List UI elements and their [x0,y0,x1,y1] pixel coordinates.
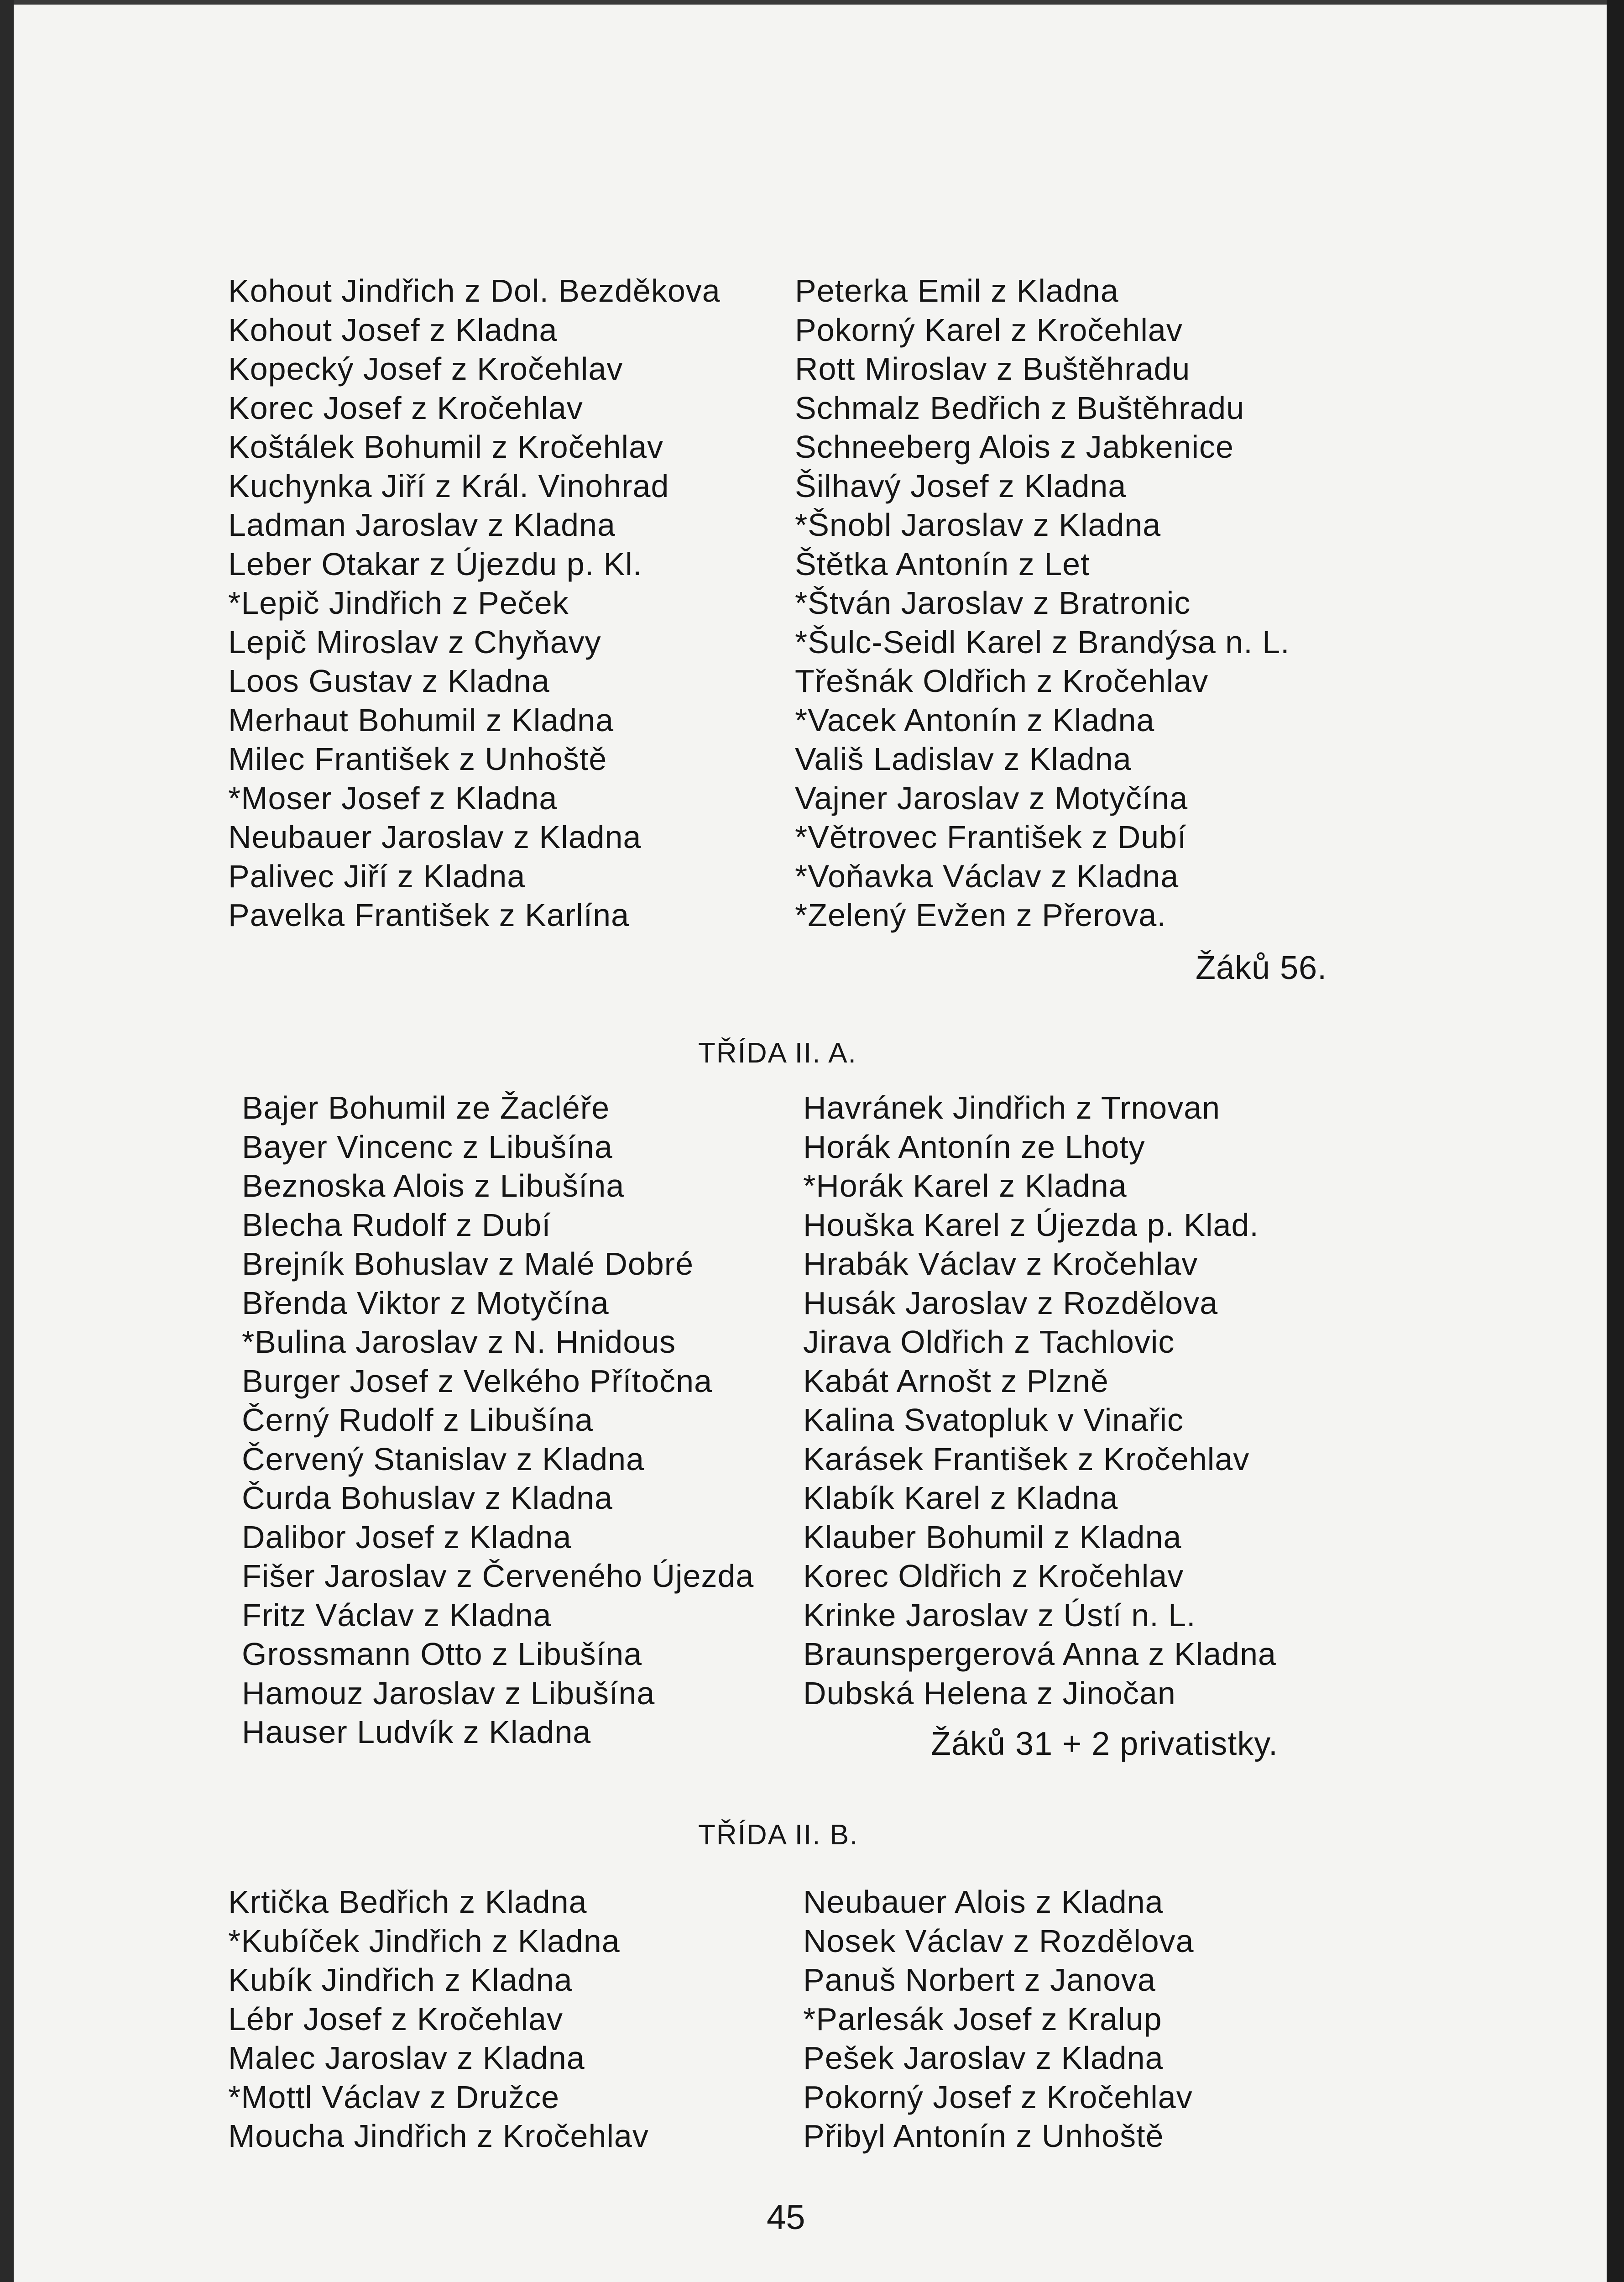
student-entry: Červený Stanislav z Kladna [242,1441,644,1477]
student-entry: *Parlesák Josef z Kralup [803,2001,1162,2037]
student-entry: Klabík Karel z Kladna [803,1480,1118,1516]
student-entry: Grossmann Otto z Libušína [242,1636,642,1672]
student-list-iib-right [803,1883,1194,2156]
student-count-iia: Žáků 31 + 2 privatistky. [931,1726,1278,1762]
student-entry: Třešnák Oldřich z Kročehlav [795,663,1209,699]
student-entry: Hauser Ludvík z Kladna [242,1714,591,1750]
student-entry: Havránek Jindřich z Trnovan [803,1090,1221,1125]
student-entry: Dubská Helena z Jinočan [803,1675,1176,1711]
page [14,5,1607,2282]
student-entry: Ladman Jaroslav z Kladna [228,507,616,543]
student-entry: Burger Josef z Velkého Přítočna [242,1363,712,1399]
student-entry: Brejník Bohuslav z Malé Dobré [242,1246,694,1282]
student-entry: Malec Jaroslav z Kladna [228,2040,585,2076]
student-entry: Vajner Jaroslav z Motyčína [795,780,1188,816]
student-entry: Pokorný Karel z Kročehlav [795,312,1183,348]
student-entry: Fritz Václav z Kladna [242,1597,552,1633]
student-entry: Merhaut Bohumil z Kladna [228,702,614,738]
class-heading-iia: TŘÍDA II. A. [698,1037,857,1069]
student-entry: Hrabák Václav z Kročehlav [803,1246,1198,1282]
student-entry: *Kubíček Jindřich z Kladna [228,1923,620,1959]
student-entry: Pavelka František z Karlína [228,897,630,933]
student-count-prev: Žáků 56. [1196,950,1327,986]
student-entry: Klauber Bohumil z Kladna [803,1519,1182,1555]
student-entry: Husák Jaroslav z Rozdělova [803,1285,1218,1321]
student-entry: Moucha Jindřich z Kročehlav [228,2118,649,2154]
student-entry: Kalina Svatopluk v Vinařic [803,1402,1184,1438]
student-entry: *Větrovec František z Dubí [795,819,1187,855]
student-entry: Milec František z Unhoště [228,741,607,777]
student-entry: Beznoska Alois z Libušína [242,1168,625,1204]
student-entry: Fišer Jaroslav z Červeného Újezda [242,1558,754,1594]
student-entry: Hamouz Jaroslav z Libušína [242,1675,655,1711]
student-entry: Lepič Miroslav z Chyňavy [228,624,601,660]
student-entry: *Voňavka Václav z Kladna [795,858,1179,894]
student-entry: Bajer Bohumil ze Žacléře [242,1090,610,1125]
student-entry: Štětka Antonín z Let [795,546,1090,582]
student-entry: *Horák Karel z Kladna [803,1168,1127,1204]
student-entry: *Šnobl Jaroslav z Kladna [795,507,1161,543]
student-entry: Pokorný Josef z Kročehlav [803,2079,1193,2115]
student-entry: Černý Rudolf z Libušína [242,1402,594,1438]
student-entry: Vališ Ladislav z Kladna [795,741,1132,777]
student-entry: Břenda Viktor z Motyčína [242,1285,609,1321]
student-entry: Rott Miroslav z Buštěhradu [795,351,1191,387]
student-entry: Jirava Oldřich z Tachlovic [803,1324,1175,1360]
student-entry: Kopecký Josef z Kročehlav [228,351,623,387]
student-entry: Kuchynka Jiří z Král. Vinohrad [228,468,669,504]
student-entry: Krtička Bedřich z Kladna [228,1884,587,1920]
student-entry: Přibyl Antonín z Unhoště [803,2118,1164,2154]
scan-edge-right [1607,0,1624,2282]
student-entry: *Šulc-Seidl Karel z Brandýsa n. L. [795,624,1290,660]
student-entry: *Vacek Antonín z Kladna [795,702,1155,738]
student-entry: Kohout Jindřich z Dol. Bezděkova [228,273,721,309]
student-entry: Krinke Jaroslav z Ústí n. L. [803,1597,1196,1633]
student-entry: Koštálek Bohumil z Kročehlav [228,429,663,465]
student-entry: Panuš Norbert z Janova [803,1962,1156,1998]
student-entry: *Zelený Evžen z Přerova. [795,897,1166,933]
student-list-iia-left [242,1089,754,1752]
student-entry: *Štván Jaroslav z Bratronic [795,585,1191,621]
student-list-prev-right [795,272,1290,935]
class-heading-iib: TŘÍDA II. B. [698,1819,859,1851]
student-entry: Peterka Emil z Kladna [795,273,1119,309]
student-entry: Kabát Arnošt z Plzně [803,1363,1109,1399]
student-entry: Nosek Václav z Rozdělova [803,1923,1194,1959]
student-entry: Neubauer Alois z Kladna [803,1884,1164,1920]
student-entry: Lébr Josef z Kročehlav [228,2001,564,2037]
student-entry: Houška Karel z Újezda p. Klad. [803,1207,1259,1243]
student-entry: Kubík Jindřich z Kladna [228,1962,573,1998]
student-entry: Horák Antonín ze Lhoty [803,1129,1145,1165]
student-list-prev-left [228,272,721,935]
student-list-iib-left [228,1883,649,2156]
student-entry: Loos Gustav z Kladna [228,663,550,699]
student-entry: Šilhavý Josef z Kladna [795,468,1127,504]
student-entry: Leber Otakar z Újezdu p. Kl. [228,546,642,582]
student-entry: *Mottl Václav z Družce [228,2079,560,2115]
student-entry: Schneeberg Alois z Jabkenice [795,429,1234,465]
student-entry: Korec Oldřich z Kročehlav [803,1558,1184,1594]
student-entry: *Lepič Jindřich z Peček [228,585,569,621]
scan-edge-top [0,0,1624,5]
scan-edge-left [0,0,14,2282]
student-entry: Schmalz Bedřich z Buštěhradu [795,390,1245,426]
student-entry: Čurda Bohuslav z Kladna [242,1480,613,1516]
student-entry: Blecha Rudolf z Dubí [242,1207,551,1243]
page-number: 45 [767,2198,805,2237]
student-entry: Korec Josef z Kročehlav [228,390,583,426]
student-entry: *Moser Josef z Kladna [228,780,558,816]
student-entry: Dalibor Josef z Kladna [242,1519,572,1555]
student-entry: Braunspergerová Anna z Kladna [803,1636,1276,1672]
student-entry: Pešek Jaroslav z Kladna [803,2040,1164,2076]
student-entry: Palivec Jiří z Kladna [228,858,526,894]
student-entry: Kohout Josef z Kladna [228,312,558,348]
student-entry: Bayer Vincenc z Libušína [242,1129,613,1165]
student-entry: Karásek František z Kročehlav [803,1441,1250,1477]
student-entry: *Bulina Jaroslav z N. Hnidous [242,1324,676,1360]
student-entry: Neubauer Jaroslav z Kladna [228,819,642,855]
student-list-iia-right [803,1089,1276,1713]
